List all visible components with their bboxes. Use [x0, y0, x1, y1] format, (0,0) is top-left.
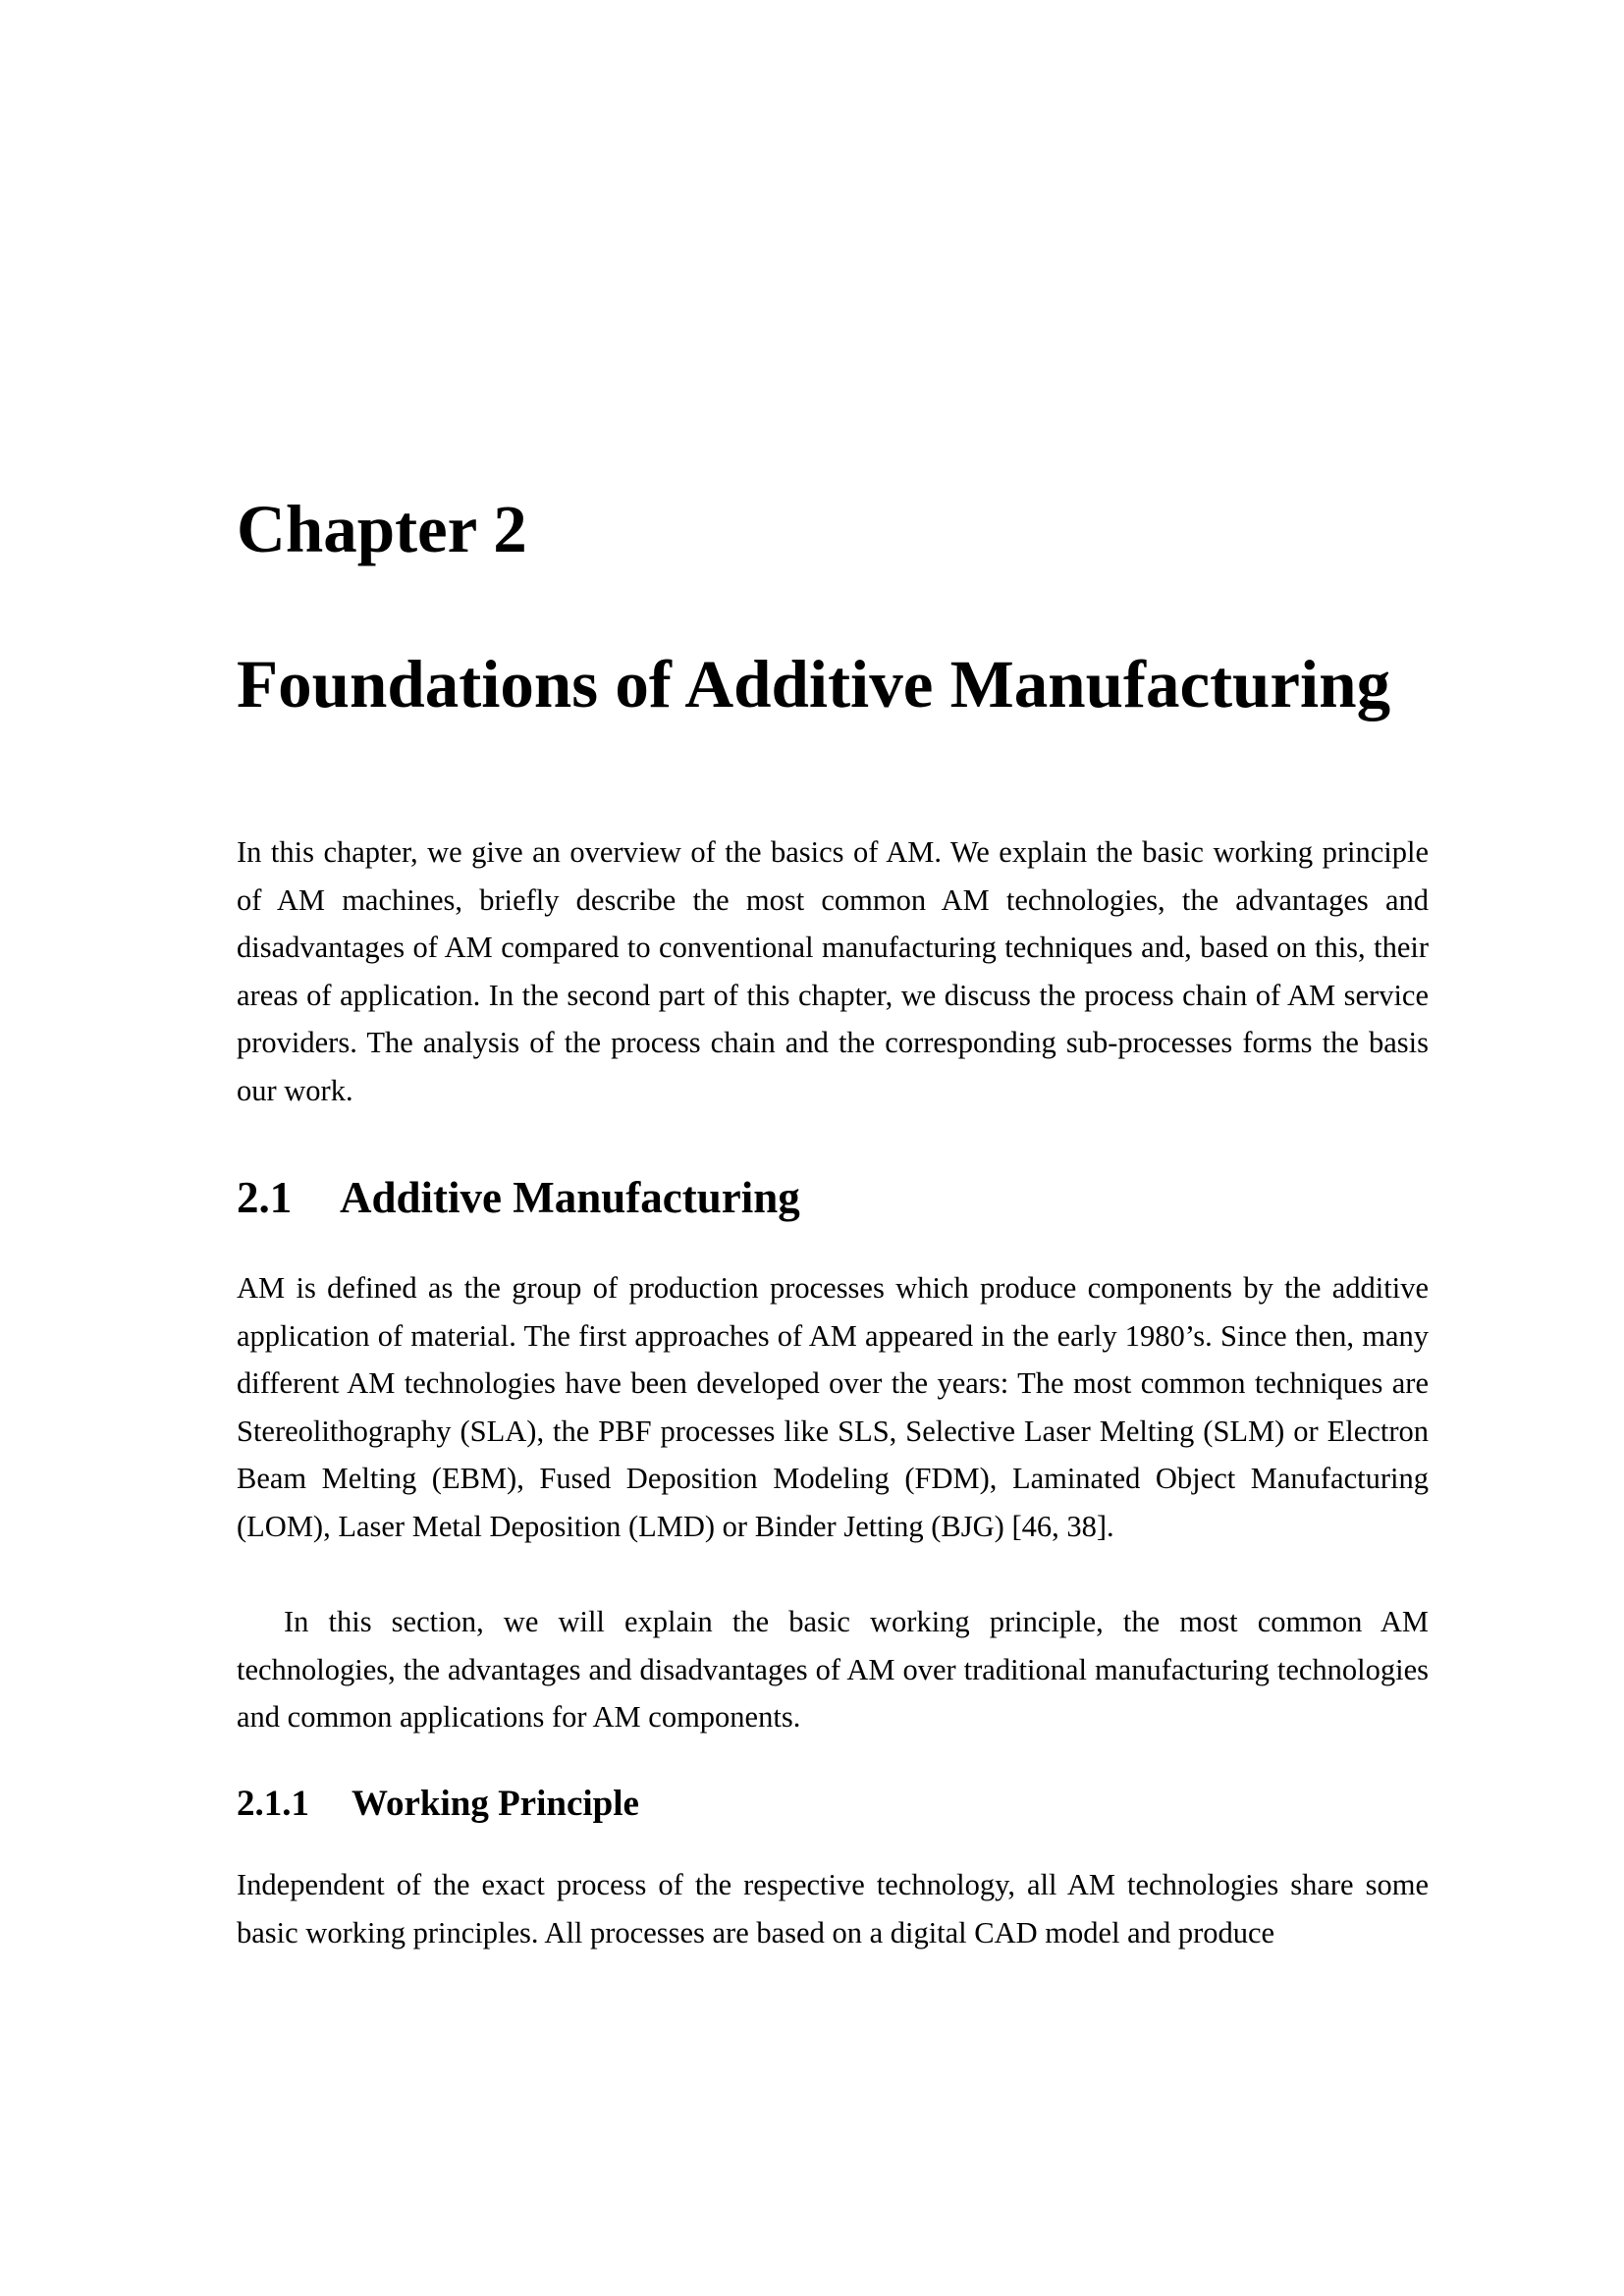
- chapter-title: Foundations of Additive Manufacturing: [237, 647, 1391, 721]
- subsection-heading: [237, 1783, 639, 1826]
- subsection-number: 2.1.1: [237, 1784, 309, 1824]
- section-paragraph-2: In this section, we will explain the basic working principle, the most common AM technologies, the advantages and disadvantages of AM over traditional manufacturing technologies and common applications for AM components.: [237, 1605, 1429, 1735]
- chapter-label: Chapter 2: [237, 492, 527, 566]
- section-title: Additive Manufacturing: [340, 1173, 800, 1222]
- section-paragraph-1: AM is defined as the group of production processes which produce components by the additive application of material. The first approaches of AM appeared in the early 1980’s. Since then, many different AM technologies have been developed over the years: The most common techniques are Stereolithography (SLA), the PBF processes like SLS, Selective Laser Melting (SLM) or Electron Beam Melting (EBM), Fused Deposition Modeling (FDM), Laminated Object Manufacturing (LOM), Laser Metal Deposition (LMD) or Binder Jetting (BJG) [46, 38].: [237, 1271, 1429, 1543]
- section-heading: [237, 1171, 800, 1224]
- intro-paragraph: In this chapter, we give an overview of the basics of AM. We explain the basic working principle of AM machines, briefly describe the most common AM technologies, the advantages and disadvantages of AM compared to conventional manufacturing techniques and, based on this, their areas of application. In the second part of this chapter, we discuss the process chain of AM service providers. The analysis of the process chain and the corresponding sub-processes forms the basis our work.: [237, 835, 1429, 1107]
- section-number: 2.1: [237, 1173, 293, 1222]
- subsection-title: Working Principle: [352, 1784, 639, 1824]
- subsection-paragraph: Independent of the exact process of the respective technology, all AM technologies share some basic working principles. All processes are based on a digital CAD model and produce: [237, 1868, 1429, 1949]
- document-page: [237, 0, 1429, 2296]
